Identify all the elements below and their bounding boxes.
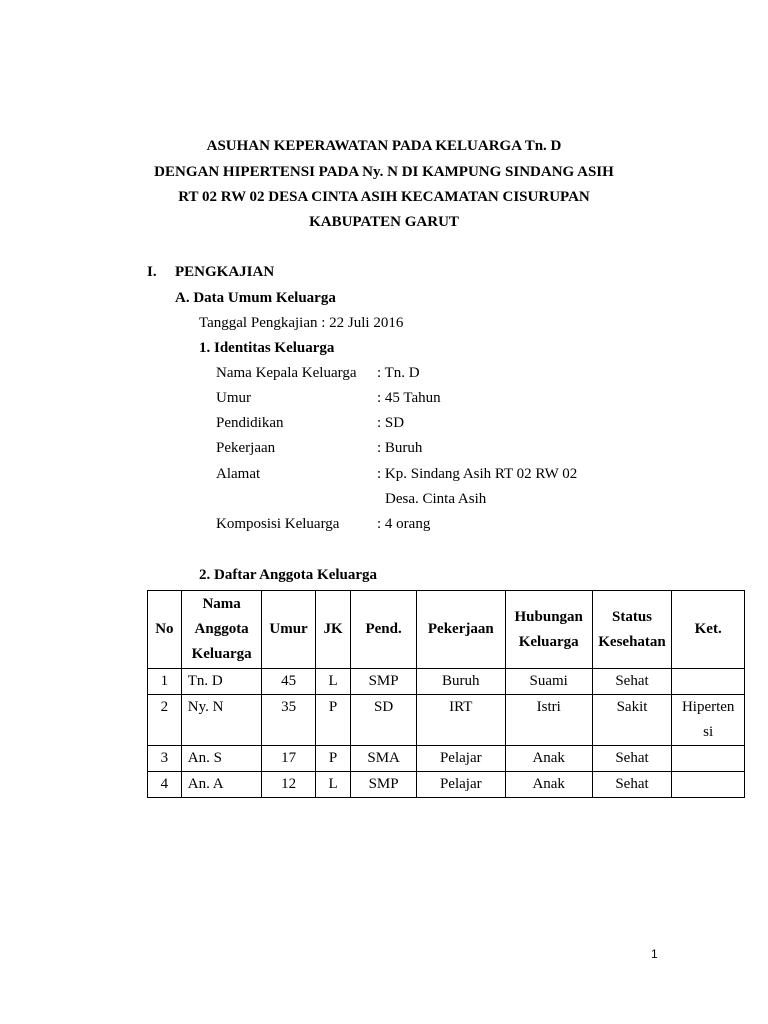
cell-ket <box>672 746 745 772</box>
table-header-row <box>148 591 745 669</box>
family-members-table <box>147 590 745 798</box>
title-line-4: KABUPATEN GARUT <box>309 214 459 230</box>
identity-label: Nama Kepala Keluarga <box>216 365 357 381</box>
cell-status: Sehat <box>592 669 672 695</box>
cell-hubungan: Anak <box>505 746 592 772</box>
identity-label: Pendidikan <box>216 415 284 431</box>
header-no: No <box>148 591 182 669</box>
identity-heading: 1. Identitas Keluarga <box>199 340 335 356</box>
page-number: 1 <box>651 947 658 961</box>
cell-pekerjaan: Buruh <box>416 669 505 695</box>
identity-label: Umur <box>216 390 251 406</box>
cell-pekerjaan: Pelajar <box>416 746 505 772</box>
title-line-3: RT 02 RW 02 DESA CINTA ASIH KECAMATAN CISURUPAN <box>178 189 590 205</box>
cell-hubungan: Suami <box>505 669 592 695</box>
cell-nama: Ny. N <box>181 695 262 746</box>
header-umur: Umur <box>262 591 315 669</box>
identity-value: Desa. Cinta Asih <box>385 491 487 507</box>
cell-nama: An. S <box>181 746 262 772</box>
identity-value: : 45 Tahun <box>377 390 441 406</box>
identity-value: : SD <box>377 415 405 431</box>
identity-label: Pekerjaan <box>216 440 276 456</box>
cell-jk: P <box>315 746 351 772</box>
cell-umur: 35 <box>262 695 315 746</box>
header-nama: Nama Anggota Keluarga <box>181 591 262 669</box>
header-pend: Pend. <box>351 591 416 669</box>
cell-status: Sehat <box>592 772 672 798</box>
header-hubungan: Hubungan Keluarga <box>505 591 592 669</box>
family-members-heading: 2. Daftar Anggota Keluarga <box>199 567 378 583</box>
cell-pend: SMP <box>351 772 416 798</box>
cell-umur: 17 <box>262 746 315 772</box>
assessment-date: Tanggal Pengkajian : 22 Juli 2016 <box>199 315 404 331</box>
cell-pekerjaan: IRT <box>416 695 505 746</box>
cell-no: 4 <box>148 772 182 798</box>
title-line-1: ASUHAN KEPERAWATAN PADA KELUARGA Tn. D <box>206 138 562 154</box>
cell-nama: Tn. D <box>181 669 262 695</box>
cell-jk: L <box>315 669 351 695</box>
cell-hubungan: Anak <box>505 772 592 798</box>
cell-no: 3 <box>148 746 182 772</box>
identity-value: : Kp. Sindang Asih RT 02 RW 02 <box>377 466 578 482</box>
section-heading: PENGKAJIAN <box>175 264 275 280</box>
cell-umur: 45 <box>262 669 315 695</box>
cell-ket <box>672 669 745 695</box>
header-ket: Ket. <box>672 591 745 669</box>
table-row <box>148 746 745 772</box>
cell-no: 2 <box>148 695 182 746</box>
table-row <box>148 772 745 798</box>
cell-nama: An. A <box>181 772 262 798</box>
cell-status: Sehat <box>592 746 672 772</box>
header-pekerjaan: Pekerjaan <box>416 591 505 669</box>
cell-umur: 12 <box>262 772 315 798</box>
cell-pend: SMA <box>351 746 416 772</box>
cell-ket: Hiperten si <box>672 695 745 746</box>
cell-status: Sakit <box>592 695 672 746</box>
cell-no: 1 <box>148 669 182 695</box>
cell-pend: SD <box>351 695 416 746</box>
identity-value: : Buruh <box>377 440 423 456</box>
cell-jk: P <box>315 695 351 746</box>
identity-label: Komposisi Keluarga <box>216 516 340 532</box>
cell-pekerjaan: Pelajar <box>416 772 505 798</box>
cell-pend: SMP <box>351 669 416 695</box>
subsection-a-heading: A. Data Umum Keluarga <box>175 290 336 306</box>
cell-jk: L <box>315 772 351 798</box>
cell-hubungan: Istri <box>505 695 592 746</box>
header-status: Status Kesehatan <box>592 591 672 669</box>
title-line-2: DENGAN HIPERTENSI PADA Ny. N DI KAMPUNG SINDANG ASIH <box>154 164 614 180</box>
identity-label: Alamat <box>216 466 261 482</box>
identity-value: : Tn. D <box>377 365 420 381</box>
section-number: I. <box>147 264 157 280</box>
cell-ket <box>672 772 745 798</box>
identity-value: : 4 orang <box>377 516 431 532</box>
table-row <box>148 669 745 695</box>
header-jk: JK <box>315 591 351 669</box>
table-row <box>148 695 745 746</box>
